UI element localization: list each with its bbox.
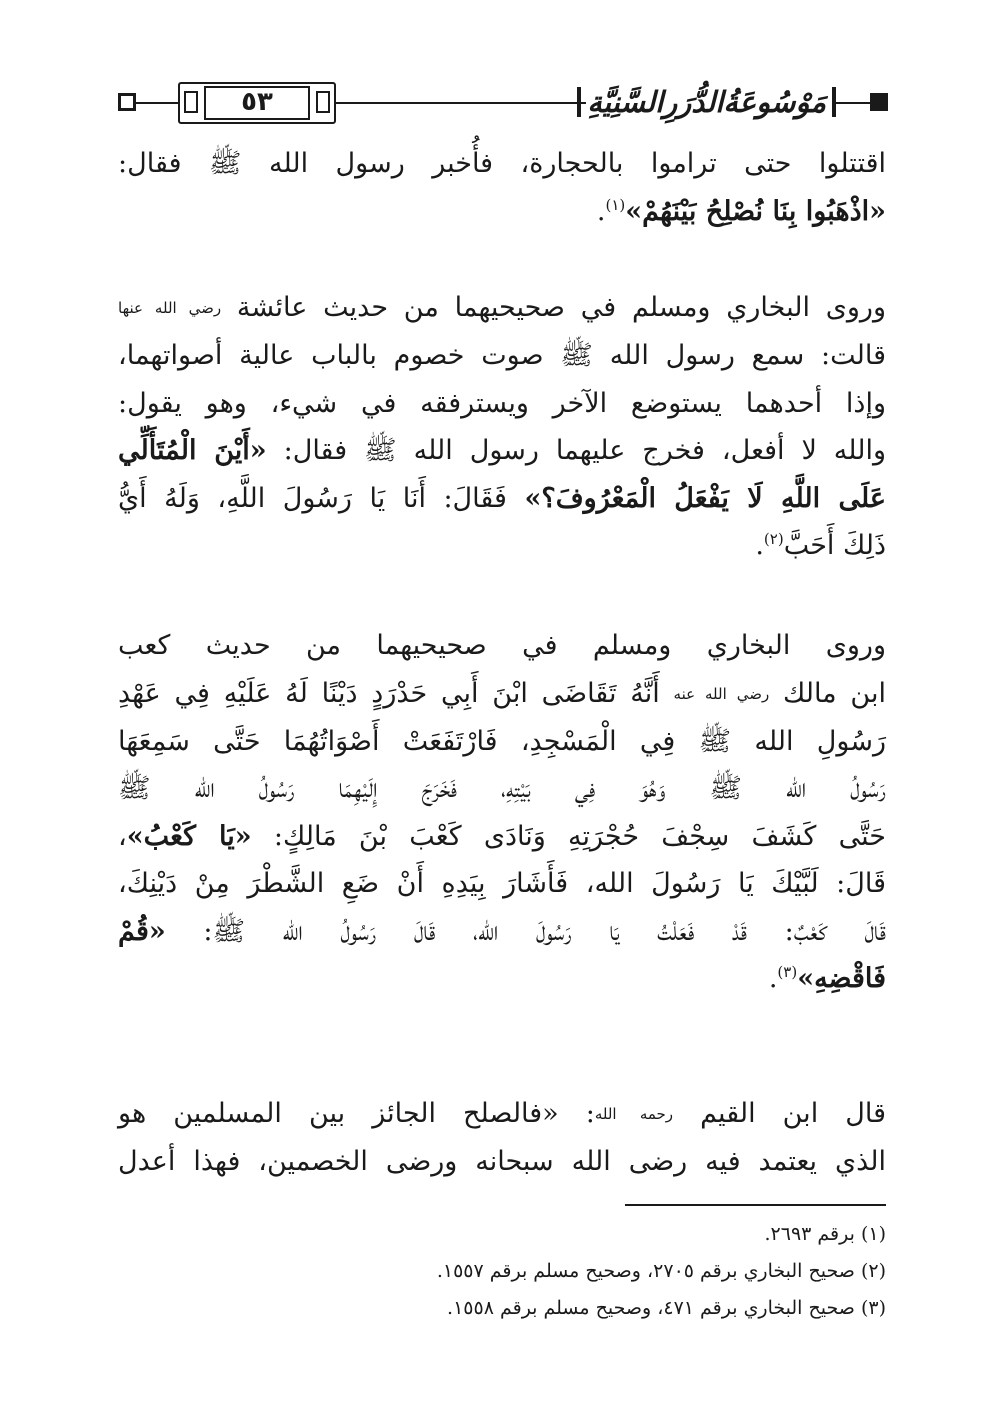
text-line: وروى البخاري ومسلم في صحيحيهما من حديث كعب xyxy=(118,630,886,661)
footnote-3: (٣) صحيح البخاري برقم ٤٧١، وصحيح مسلم برقم ١٥٥٨. xyxy=(447,1297,886,1319)
text-line: قال ابن القيم رحمه الله: «فالصلح الجائز بين المسلمين هو xyxy=(118,1098,886,1129)
footnote-separator xyxy=(625,1204,886,1206)
page-number: ٥٣ xyxy=(241,87,273,117)
text-line: ابن مالك رضي الله عنه أَنَّهُ تَقَاضَى ابْنَ أَبِي حَدْرَدٍ دَيْنًا لَهُ عَلَيْهِ فِي عَهْدِ xyxy=(118,677,886,709)
footnote-2: (٢) صحيح البخاري برقم ٢٧٠٥، وصحيح مسلم برقم ١٥٥٧. xyxy=(436,1260,886,1282)
book-title-block xyxy=(577,78,836,126)
section-1 xyxy=(118,140,886,235)
footnote-ref: (٢) xyxy=(763,530,784,549)
footnotes xyxy=(250,1216,886,1327)
footnote-ref: (١) xyxy=(605,195,626,214)
text-line: «اذْهَبُوا بِنَا نُصْلِحُ بَيْنَهُمْ»$^{(١)}$. xyxy=(596,195,886,227)
text-line: اقتتلوا حتى تراموا بالحجارة، فأُخبر رسول الله ﷺ فقال: xyxy=(118,148,886,179)
footnote-1: (١) برقم ٢٦٩٣. xyxy=(764,1223,886,1245)
text-line: رَسُولِ الله ﷺ فِي الْمَسْجِدِ، فَارْتَفَعَتْ أَصْوَاتُهُمَا حَتَّى سَمِعَهَا xyxy=(118,725,886,757)
text-line: ذَلِكَ أَحَبَّ$^{(٢)}$. xyxy=(755,530,886,562)
book-title: مَوْسُوعَةُالدُّرَرِالسَّنِيَّةِ xyxy=(587,85,826,119)
header-square-right xyxy=(870,93,888,111)
page-number-frame xyxy=(178,82,336,124)
header-rule-left xyxy=(136,102,180,104)
text-line: رَسُولُ الله ﷺ وَهُوَ فِي بَيْتِهِ، فَخَرَجَ إِلَيْهِمَا رَسُولُ الله ﷺ xyxy=(118,773,886,805)
text-line: قالت: سمع رسول الله ﷺ صوت خصوم بالباب عالية أصواتهما، xyxy=(118,340,886,372)
header-rule-middle xyxy=(336,102,586,104)
honorific-glyph: رحمه الله xyxy=(594,1104,674,1123)
text-line: قَالَ: لَبَّيْكَ يَا رَسُولَ الله، فَأَشَارَ بِيَدِهِ أَنْ ضَعِ الشَّطْرَ مِنْ دَيْنِكَ، xyxy=(118,868,886,900)
text-line: الذي يعتمد فيه رضى الله سبحانه ورضى الخصمين، فهذا أعدل xyxy=(118,1146,886,1178)
text-line: وروى البخاري ومسلم في صحيحيهما من حديث عائشة رضي الله عنها xyxy=(118,292,886,323)
text-line: عَلَى اللَّهِ لَا يَفْعَلُ الْمَعْرُوفَ؟» فَقَالَ: أَنَا يَا رَسُولَ اللَّهِ، وَلَهُ أَيُّ xyxy=(118,482,886,514)
honorific-glyph: رضي الله عنه xyxy=(673,684,770,703)
text-line: والله لا أفعل، فخرج عليهما رسول الله ﷺ فقال: «أَيْنَ الْمُتَأَلِّي xyxy=(118,435,886,467)
honorific-glyph: رضي الله عنها xyxy=(118,298,222,317)
text-line: حَتَّى كَشَفَ سِجْفَ حُجْرَتِهِ وَنَادَى كَعْبَ بْنَ مَالِكٍ: «يَا كَعْبُ»، xyxy=(118,820,886,852)
section-2 xyxy=(118,284,886,570)
text-line: قَالَ كَعْبٌ: قَدْ فَعَلْتُ يَا رَسُولَ الله، قَالَ رَسُولُ الله ﷺ: «قُمْ xyxy=(118,915,886,947)
page-header xyxy=(118,78,888,128)
header-square-left xyxy=(118,93,136,111)
section-4 xyxy=(118,1090,886,1186)
footnote-ref: (٣) xyxy=(777,963,798,982)
text-line: فَاقْضِهِ»$^{(٣)}$. xyxy=(768,963,886,995)
text-line: وإذا أحدهما يستوضع الآخر ويسترفقه في شيء، وهو يقول: xyxy=(118,387,886,419)
header-rule-right xyxy=(836,102,870,104)
section-3 xyxy=(118,622,886,1003)
